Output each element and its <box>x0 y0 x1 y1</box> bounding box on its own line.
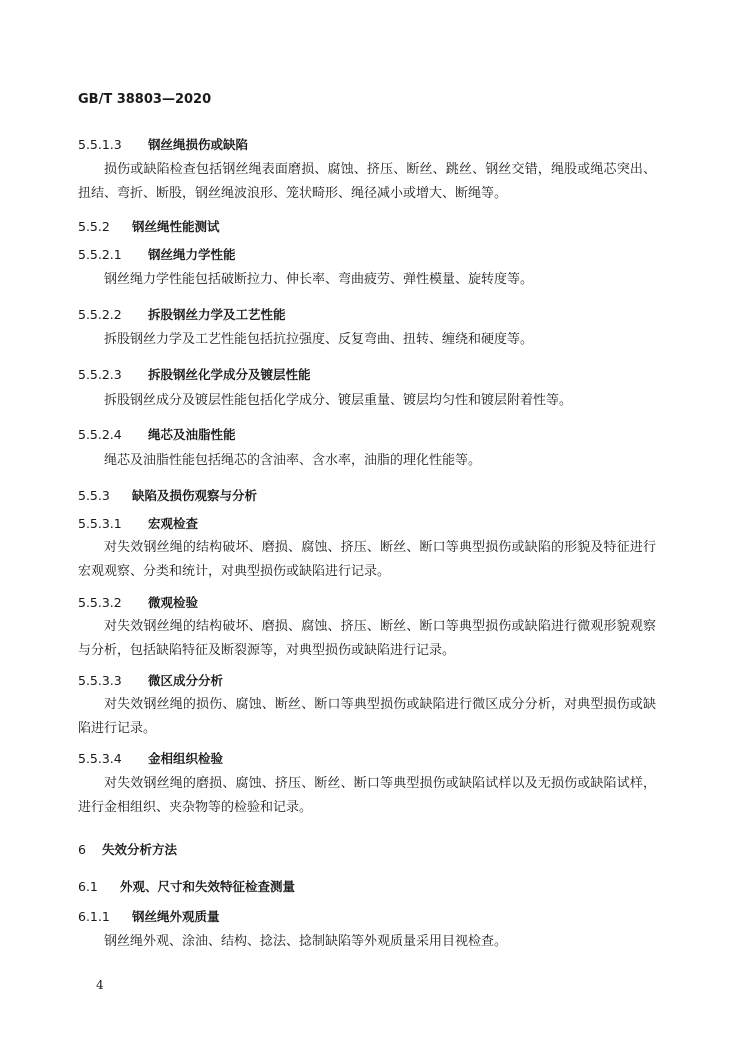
heading-5-5-3-4: 5.5.3.4 金相组织检验 <box>78 751 224 766</box>
heading-5-5-3-1: 5.5.3.1 宏观检查 <box>78 516 199 531</box>
heading-6: 6 失效分析方法 <box>78 842 178 857</box>
heading-5-5-3: 5.5.3 缺陷及损伤观察与分析 <box>78 488 258 503</box>
paragraph-5-5-3-3: 对失效钢丝绳的损伤、腐蚀、断丝、断口等典型损伤或缺陷进行微区成分分析，对典型损伤或缺陷进行记录。 <box>78 697 656 736</box>
heading-5-5-2-3: 5.5.2.3 拆股钢丝化学成分及镀层性能 <box>78 367 311 382</box>
paragraph-5-5-2-2: 拆股钢丝力学及工艺性能包括抗拉强度、反复弯曲、扭转、缠绕和硬度等。 <box>104 332 534 347</box>
heading-5-5-3-2: 5.5.3.2 微观检验 <box>78 595 199 610</box>
page-number: 4 <box>96 978 104 992</box>
heading-5-5-2-1: 5.5.2.1 钢丝绳力学性能 <box>78 247 236 262</box>
heading-6-1-1: 6.1.1 钢丝绳外观质量 <box>78 909 220 924</box>
document-header: GB/T 38803—2020 <box>78 92 212 107</box>
paragraph-5-5-2-3: 拆股钢丝成分及镀层性能包括化学成分、镀层重量、镀层均匀性和镀层附着性等。 <box>104 393 573 408</box>
paragraph-5-5-3-2: 对失效钢丝绳的结构破坏、磨损、腐蚀、挤压、断丝、断口等典型损伤或缺陷进行微观形貌观察与分析，包括缺陷特征及断裂源等，对典型损伤或缺陷进行记录。 <box>78 619 656 658</box>
heading-5-5-2-4: 5.5.2.4 绳芯及油脂性能 <box>78 427 236 442</box>
paragraph-5-5-3-1: 对失效钢丝绳的结构破坏、磨损、腐蚀、挤压、断丝、断口等典型损伤或缺陷的形貌及特征进行宏观观察、分类和统计，对典型损伤或缺陷进行记录。 <box>78 540 656 579</box>
paragraph-5-5-2-4: 绳芯及油脂性能包括绳芯的含油率、含水率，油脂的理化性能等。 <box>104 453 482 468</box>
paragraph-6-1-1: 钢丝绳外观、涂油、结构、捻法、捻制缺陷等外观质量采用目视检查。 <box>104 934 508 949</box>
heading-5-5-1-3: 5.5.1.3 钢丝绳损伤或缺陷 <box>78 137 249 152</box>
paragraph-5-5-3-4: 对失效钢丝绳的磨损、腐蚀、挤压、断丝、断口等典型损伤或缺陷试样以及无损伤或缺陷试样，进行金相组织、夹杂物等的检验和记录。 <box>78 776 656 815</box>
paragraph-5-5-2-1: 钢丝绳力学性能包括破断拉力、伸长率、弯曲疲劳、弹性模量、旋转度等。 <box>104 272 534 287</box>
paragraph-5-5-1-3: 损伤或缺陷检查包括钢丝绳表面磨损、腐蚀、挤压、断丝、跳丝、钢丝交错，绳股或绳芯突出、扭结、弯折、断股，钢丝绳波浪形、笼状畸形、绳径减小或增大、断绳等。 <box>78 162 656 201</box>
heading-6-1: 6.1 外观、尺寸和失效特征检查测量 <box>78 879 296 894</box>
heading-5-5-2: 5.5.2 钢丝绳性能测试 <box>78 219 220 234</box>
heading-5-5-3-3: 5.5.3.3 微区成分分析 <box>78 673 224 688</box>
heading-5-5-2-2: 5.5.2.2 拆股钢丝力学及工艺性能 <box>78 307 286 322</box>
